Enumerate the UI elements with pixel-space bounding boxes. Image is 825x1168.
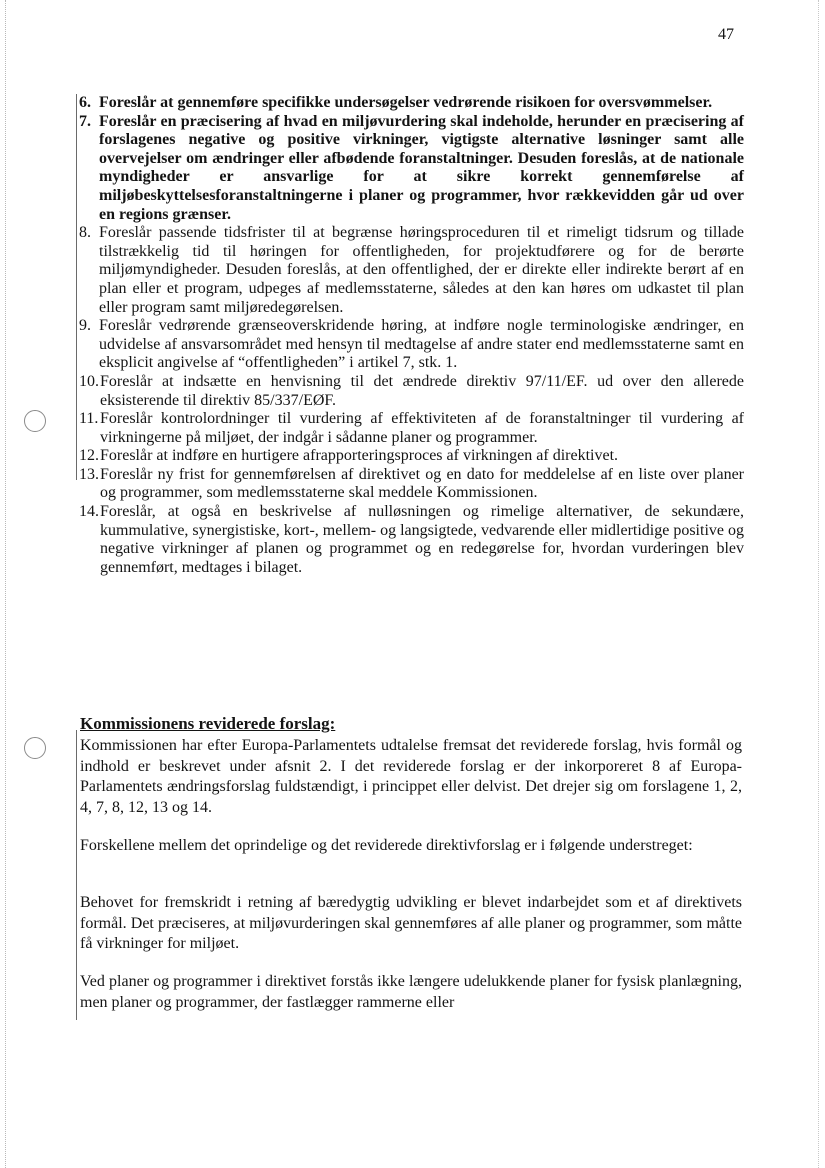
margin-line	[76, 94, 77, 480]
list-item-text: Foreslår en præcisering af hvad en miljøvurdering skal indeholde, herunder en præcisering af forslagenes negative og positive virkninger, vigtigste alternative løsninger samt alle overvejelser om ændringer eller afbødende foranstaltninger. Desuden foreslås, at de nationale myndigheder er ansvarlige for at sikre korrekt gennemførelse af miljøbeskyttelsesforanstaltningerne i planer og programmer, hvor rækkevidden går ud over en regions grænser.	[99, 112, 744, 223]
punch-hole	[24, 737, 46, 759]
list-item	[79, 94, 744, 113]
list-item	[79, 503, 744, 577]
list-item-text: Foreslår at gennemføre specifikke undersøgelser vedrørende risikoen for oversvømmelser.	[99, 94, 713, 111]
list-item-number: 14.	[79, 503, 99, 521]
page-edge-right	[818, 0, 819, 1168]
paragraph: Ved planer og programmer i direktivet forstås ikke længere udelukkende planer for fysisk planlægning, men planer og programmer, der fastlægger rammerne eller	[80, 973, 742, 1011]
list-item-text: Foreslår ny frist for gennemførelsen af direktivet og en dato for meddelelse af en liste over planer og programmer, som medlemsstaterne skal meddele Kommissionen.	[100, 465, 744, 502]
list-item-text: Foreslår, at også en beskrivelse af nulløsningen og rimelige alternativer, de sekundære, kummulative, synergistiske, kort-, mellem- og langsigtede, vedvarende eller midlertidige positive og negative virkninger af planen og programmet og en redegørelse for, hvordan vurderingen blev gennemført, medtages i bilaget.	[100, 503, 744, 576]
list-item-number: 10.	[79, 372, 99, 390]
list-item-text: Foreslår at indføre en hurtigere afrapporteringsproces af virkningen af direktivet.	[100, 447, 619, 465]
list-item-text: Foreslår at indsætte en henvisning til det ændrede direktiv 97/11/EF. ud over den allerede eksisterende til direktiv 85/337/EØF.	[100, 372, 744, 409]
list-item-text: Foreslår passende tidsfrister til at begrænse høringsproceduren til et rimeligt tidsrum og tillade tilstrækkelig tid til høringen for offentligheden, for projektudførere og for de berørte miljømyndigheder. Desuden foreslås, at den offentlighed, der er direkte eller indirekte berørt af en plan eller et program, udpeges af medlemsstaterne, således at den kan høres om udkastet til plan eller program samt miljøredegørelsen.	[99, 224, 744, 316]
list-item-number: 6.	[79, 94, 91, 111]
margin-line	[76, 730, 77, 1020]
list-item	[79, 466, 744, 503]
list-item-number: 11.	[79, 410, 99, 428]
list-item-number: 9.	[79, 317, 91, 335]
proposal-list	[79, 94, 744, 577]
punch-hole	[24, 410, 46, 432]
list-item-number: 12.	[79, 447, 99, 465]
list-item-number: 8.	[79, 224, 91, 242]
page-edge-left	[5, 0, 6, 1168]
list-item	[79, 317, 744, 373]
list-item	[79, 373, 744, 410]
paragraph: Kommissionen har efter Europa-Parlamentets udtalelse fremsat det reviderede forslag, hvis formål og indhold er beskrevet under afsnit 2. I det reviderede forslag er der inkorporeret 8 af Europa-Parlamentets ændringsforslag fuldstændigt, i princippet eller delvist. Det drejer sig om forslagene 1, 2, 4, 7, 8, 12, 13 og 14.	[80, 737, 742, 816]
paragraph: Behovet for fremskridt i retning af bæredygtig udvikling er blevet indarbejdet som et af direktivets formål. Det præciseres, at miljøvurderingen skal gennemføres af alle planer og programmer, som måtte få virkninger for miljøet.	[80, 894, 742, 952]
list-item-text: Foreslår vedrørende grænseoverskridende høring, at indføre nogle terminologiske ændringer, en udvidelse af ansvarsområdet med hensyn til medtagelse af andre stater end medlemsstaterne samt en eksplicit angivelse af “offentligheden” i artikel 7, stk. 1.	[99, 317, 744, 372]
section-heading: Kommissionens reviderede forslag:	[80, 714, 336, 733]
list-item-number: 7.	[79, 112, 91, 130]
list-item	[79, 447, 744, 466]
list-item	[79, 224, 744, 317]
paragraph: Forskellene mellem det oprindelige og det reviderede direktivforslag er i følgende understreget:	[80, 837, 693, 854]
list-item-text: Foreslår kontrolordninger til vurdering af effektiviteten af de foranstaltninger til vurdering af virkningerne på miljøet, der indgår i sådanne planer og programmer.	[100, 410, 744, 446]
list-item	[79, 113, 744, 225]
list-item-number: 13.	[79, 465, 99, 483]
page-number: 47	[718, 26, 734, 43]
list-item	[79, 410, 744, 447]
